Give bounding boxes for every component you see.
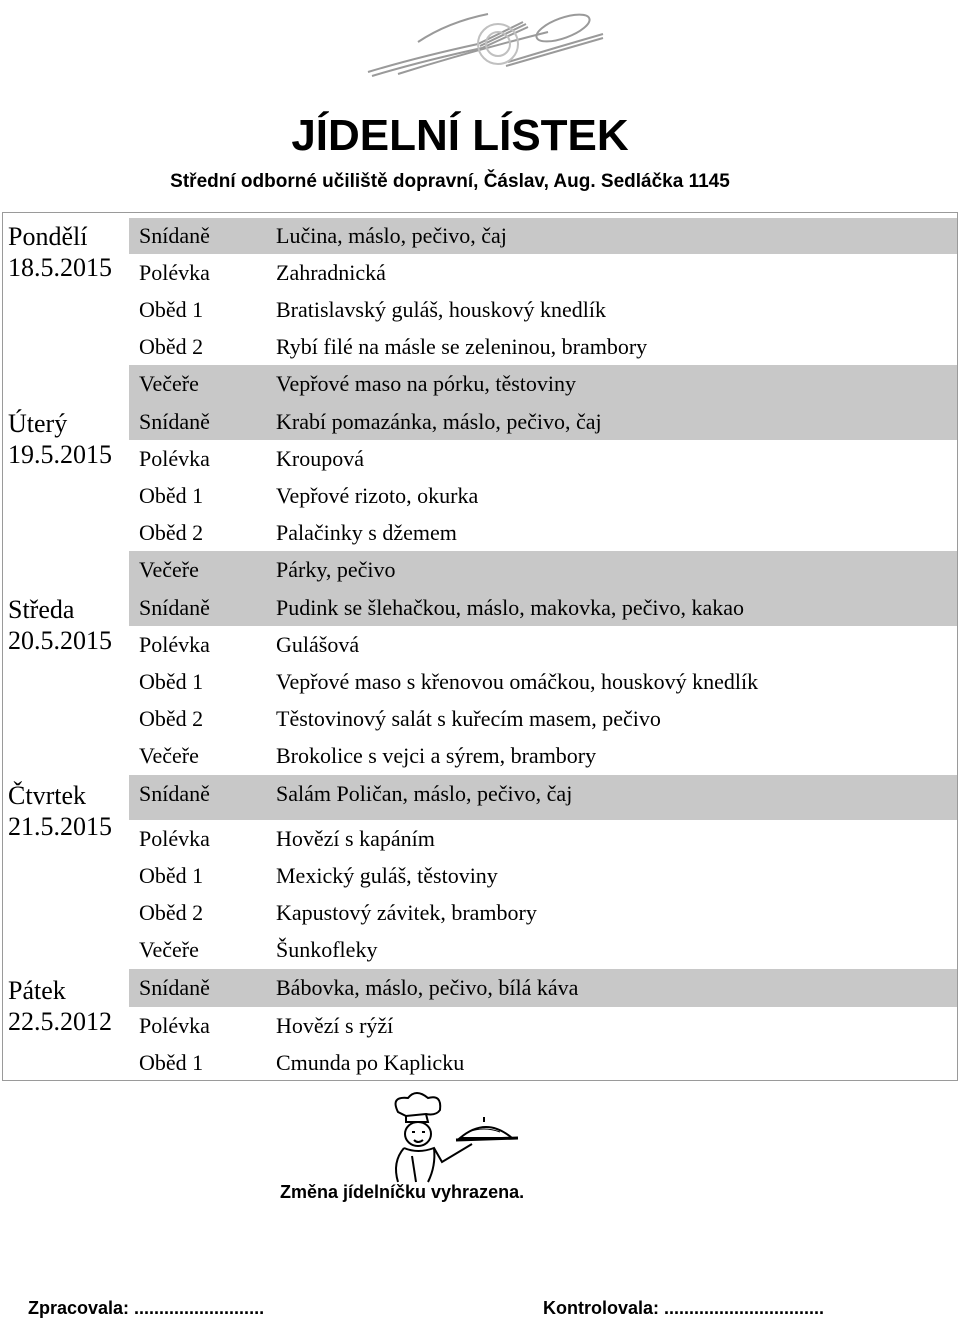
menu-change-note: Změna jídelníčku vyhrazena.: [280, 1182, 525, 1202]
dish-text: Vepřové maso s křenovou omáčkou, houskový knedlík: [276, 668, 759, 694]
dish-text: Salám Poličan, máslo, pečivo, čaj: [276, 781, 573, 806]
day-tuesday: [8, 408, 112, 470]
day-name: Pátek: [8, 976, 66, 1005]
day-date: 20.5.2015: [8, 626, 112, 655]
day-date: 22.5.2012: [8, 1007, 112, 1036]
meal-label: Oběd 2: [139, 333, 204, 359]
dish-text: Párky, pečivo: [276, 557, 396, 582]
meal-label: Polévka: [139, 631, 210, 657]
day-wednesday: [8, 594, 112, 656]
meal-label: Oběd 2: [139, 899, 204, 925]
meal-label: Polévka: [139, 259, 210, 285]
cutlery-icon: [358, 2, 608, 82]
dish-text: Mexický guláš, těstoviny: [276, 862, 498, 888]
menu-row: [129, 700, 957, 737]
menu-row: [129, 1044, 957, 1081]
dish-text: Vepřové rizoto, okurka: [276, 482, 479, 508]
menu-row: [129, 477, 957, 514]
prepared-by-field: Zpracovala: ..........................: [28, 1298, 265, 1318]
menu-row: [129, 775, 957, 820]
menu-row: [129, 857, 957, 894]
meal-label: Oběd 1: [139, 862, 204, 888]
day-monday: [8, 221, 112, 283]
day-date: 19.5.2015: [8, 440, 112, 469]
day-friday: [8, 975, 112, 1037]
dish-text: Hovězí s rýží: [276, 1012, 394, 1038]
menu-row: [129, 254, 957, 291]
meal-label: Večeře: [139, 743, 199, 768]
day-name: Čtvrtek: [8, 781, 86, 810]
day-name: Pondělí: [8, 222, 88, 251]
dish-text: Bábovka, máslo, pečivo, bílá káva: [276, 975, 579, 1000]
menu-row: [129, 291, 957, 328]
dish-text: Těstovinový salát s kuřecím masem, pečivo: [276, 705, 661, 731]
menu-row: [129, 737, 957, 775]
checked-by-field: Kontrolovala: ................................: [543, 1298, 825, 1318]
dish-text: Bratislavský guláš, houskový knedlík: [276, 296, 606, 322]
meal-label: Oběd 1: [139, 482, 204, 508]
menu-row: [129, 626, 957, 663]
dish-text: Vepřové maso na pórku, těstoviny: [276, 371, 576, 396]
menu-row: [129, 551, 957, 589]
dish-text: Rybí filé na másle se zeleninou, brambory: [276, 333, 648, 359]
meal-label: Večeře: [139, 557, 199, 582]
menu-row: [129, 218, 957, 254]
menu-row: [129, 589, 957, 626]
day-name: Úterý: [8, 409, 68, 438]
meal-label: Polévka: [139, 445, 210, 471]
menu-table: [2, 212, 958, 1081]
dish-text: Kroupová: [276, 445, 364, 471]
meal-label: Večeře: [139, 371, 199, 396]
dish-text: Palačinky s džemem: [276, 519, 457, 545]
day-thursday: [8, 780, 112, 842]
menu-row: [129, 403, 957, 440]
menu-row: [129, 931, 957, 969]
meal-label: Oběd 1: [139, 1049, 204, 1075]
dish-text: Brokolice s vejci a sýrem, brambory: [276, 743, 597, 768]
meal-label: Snídaně: [139, 975, 210, 1000]
meal-label: Snídaně: [139, 223, 210, 248]
meal-label: Večeře: [139, 937, 199, 962]
dish-text: Hovězí s kapáním: [276, 825, 435, 851]
meal-label: Oběd 2: [139, 519, 204, 545]
menu-row: [129, 440, 957, 477]
menu-row: [129, 1007, 957, 1044]
day-date: 18.5.2015: [8, 253, 112, 282]
dish-text: Šunkofleky: [276, 937, 378, 962]
day-date: 21.5.2015: [8, 812, 112, 841]
page-title: JÍDELNÍ LÍSTEK: [291, 111, 629, 160]
meal-label: Oběd 1: [139, 296, 204, 322]
menu-row: [129, 328, 957, 365]
meal-label: Snídaně: [139, 781, 210, 806]
meal-label: Polévka: [139, 825, 210, 851]
meal-label: Snídaně: [139, 408, 210, 434]
dish-text: Krabí pomazánka, máslo, pečivo, čaj: [276, 408, 602, 434]
dish-text: Lučina, máslo, pečivo, čaj: [276, 223, 507, 248]
chef-icon: [376, 1092, 526, 1184]
menu-row: [129, 514, 957, 551]
meal-label: Polévka: [139, 1012, 210, 1038]
meal-label: Snídaně: [139, 594, 210, 620]
dish-text: Gulášová: [276, 631, 360, 657]
school-subtitle: Střední odborné učiliště dopravní, Čáslav, Aug. Sedláčka 1145: [170, 171, 730, 192]
meal-label: Oběd 2: [139, 705, 204, 731]
day-name: Středa: [8, 595, 75, 624]
meal-label: Oběd 1: [139, 668, 204, 694]
dish-text: Zahradnická: [276, 259, 386, 285]
menu-row: [129, 663, 957, 700]
dish-text: Kapustový závitek, brambory: [276, 899, 537, 925]
menu-row: [129, 894, 957, 931]
menu-row: [129, 969, 957, 1007]
dish-text: Pudink se šlehačkou, máslo, makovka, pečivo, kakao: [276, 594, 745, 620]
menu-row: [129, 365, 957, 403]
dish-text: Cmunda po Kaplicku: [276, 1049, 465, 1075]
menu-row: [129, 820, 957, 857]
